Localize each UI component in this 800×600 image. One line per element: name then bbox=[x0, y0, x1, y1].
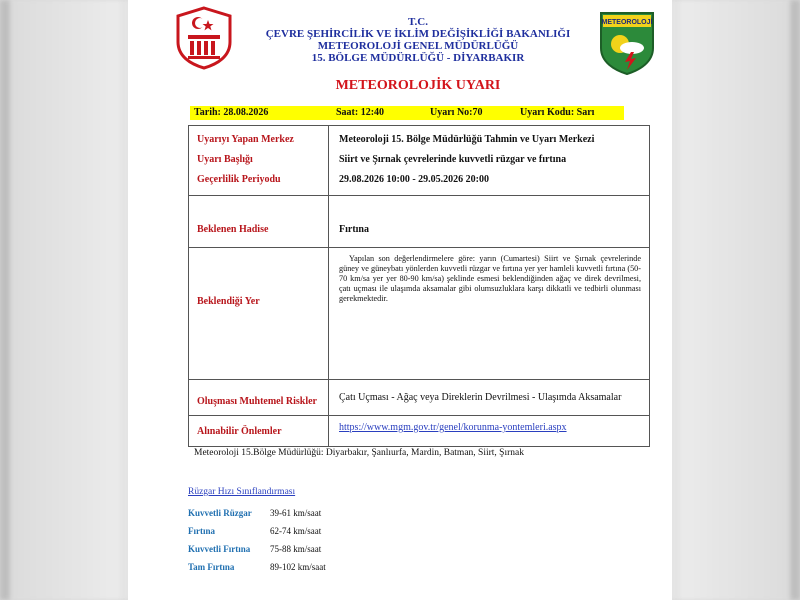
period-label: Geçerlilik Periyodu bbox=[197, 174, 281, 185]
header-directorate: METEOROLOJİ GENEL MÜDÜRLÜĞÜ bbox=[317, 40, 519, 52]
label-cell bbox=[189, 248, 329, 379]
table-row bbox=[189, 196, 649, 248]
wind-class-name: Kuvvetli Fırtına bbox=[188, 544, 251, 554]
warning-date: Tarih: 28.08.2026 bbox=[194, 107, 269, 118]
measures-link[interactable]: https://www.mgm.gov.tr/genel/korunma-yontemleri.aspx bbox=[339, 422, 567, 433]
event-label: Beklenen Hadise bbox=[197, 224, 269, 235]
header-region: 15. BÖLGE MÜDÜRLÜĞÜ - DİYARBAKIR bbox=[311, 52, 525, 64]
warning-number: Uyarı No:70 bbox=[430, 107, 483, 118]
wind-class-item bbox=[188, 526, 322, 536]
place-description: Yapılan son değerlendirmelere göre: yarın (Cumartesi) Siirt ve Şırnak çevrelerinde güney ve güneybatı yönlerden kuvvetli rüzgar ve fırtına yer yer hamleli kuvvetli fırtına (50-70 km/sa yer yer 80-90 km/sa) şeklinde esmesi beklendiğinden ağaç ve direk devrilmesi, çatı uçması ile ulaşımda aksamalar gibi olumsuzluklara karşı dikkatli ve tedbirli olunması gerekmektedir. bbox=[339, 254, 641, 303]
table-row bbox=[189, 126, 649, 196]
center-label: Uyarıyı Yapan Merkez bbox=[197, 134, 294, 145]
wind-class-value: 75-88 km/saat bbox=[270, 544, 322, 554]
warning-document bbox=[128, 0, 672, 600]
warning-title: METEOROLOJİK UYARI bbox=[335, 78, 501, 93]
wind-class-item bbox=[188, 562, 326, 572]
table-row bbox=[189, 248, 649, 380]
measure-label: Alınabilir Önlemler bbox=[197, 426, 282, 437]
center-value: Meteoroloji 15. Bölge Müdürlüğü Tahmin ve Uyarı Merkezi bbox=[339, 134, 595, 145]
wind-class-name: Tam Fırtına bbox=[188, 562, 235, 572]
wind-class-name: Fırtına bbox=[188, 526, 215, 536]
period-value: 29.08.2026 10:00 - 29.05.2026 20:00 bbox=[339, 174, 489, 185]
table-row bbox=[189, 416, 649, 446]
header-ministry: ÇEVRE ŞEHİRCİLİK VE İKLİM DEĞİŞİKLİĞİ BAKANLIĞI bbox=[265, 28, 571, 40]
heading-value: Siirt ve Şırnak çevrelerinde kuvvetli rüzgar ve fırtına bbox=[339, 154, 567, 165]
background-blur-right bbox=[670, 0, 800, 600]
wind-class-value: 62-74 km/saat bbox=[270, 526, 322, 536]
header-line-tc: T.C. bbox=[408, 16, 428, 28]
ministry-logo-icon bbox=[172, 6, 236, 70]
label-cell bbox=[189, 196, 329, 247]
logo-right-text: METEOROLOJİ bbox=[601, 19, 653, 26]
risk-label: Oluşması Muhtemel Riskler bbox=[197, 396, 317, 407]
warning-info-bar bbox=[190, 106, 624, 120]
warning-time: Saat: 12:40 bbox=[336, 107, 385, 118]
warning-table bbox=[188, 125, 650, 447]
warning-code: Uyarı Kodu: Sarı bbox=[520, 107, 595, 118]
table-row bbox=[189, 380, 649, 416]
place-label: Beklendiği Yer bbox=[197, 296, 260, 307]
event-value: Fırtına bbox=[339, 224, 369, 235]
wind-class-value: 89-102 km/saat bbox=[270, 562, 326, 572]
wind-classification-title: Rüzgar Hızı Sınıflandırması bbox=[188, 487, 296, 497]
background-blur-left bbox=[0, 0, 130, 600]
wind-class-item bbox=[188, 508, 322, 518]
meteorology-logo-icon bbox=[598, 10, 656, 76]
document-header bbox=[128, 0, 672, 72]
region-list: Meteoroloji 15.Bölge Müdürlüğü: Diyarbakır, Şanlıurfa, Mardin, Batman, Siirt, Şırnak bbox=[194, 448, 524, 458]
wind-class-value: 39-61 km/saat bbox=[270, 508, 322, 518]
risk-value: Çatı Uçması - Ağaç veya Direklerin Devrilmesi - Ulaşımda Aksamalar bbox=[339, 392, 622, 403]
wind-class-name: Kuvvetli Rüzgar bbox=[188, 508, 252, 518]
wind-class-item bbox=[188, 544, 322, 554]
heading-label: Uyarı Başlığı bbox=[197, 154, 253, 165]
